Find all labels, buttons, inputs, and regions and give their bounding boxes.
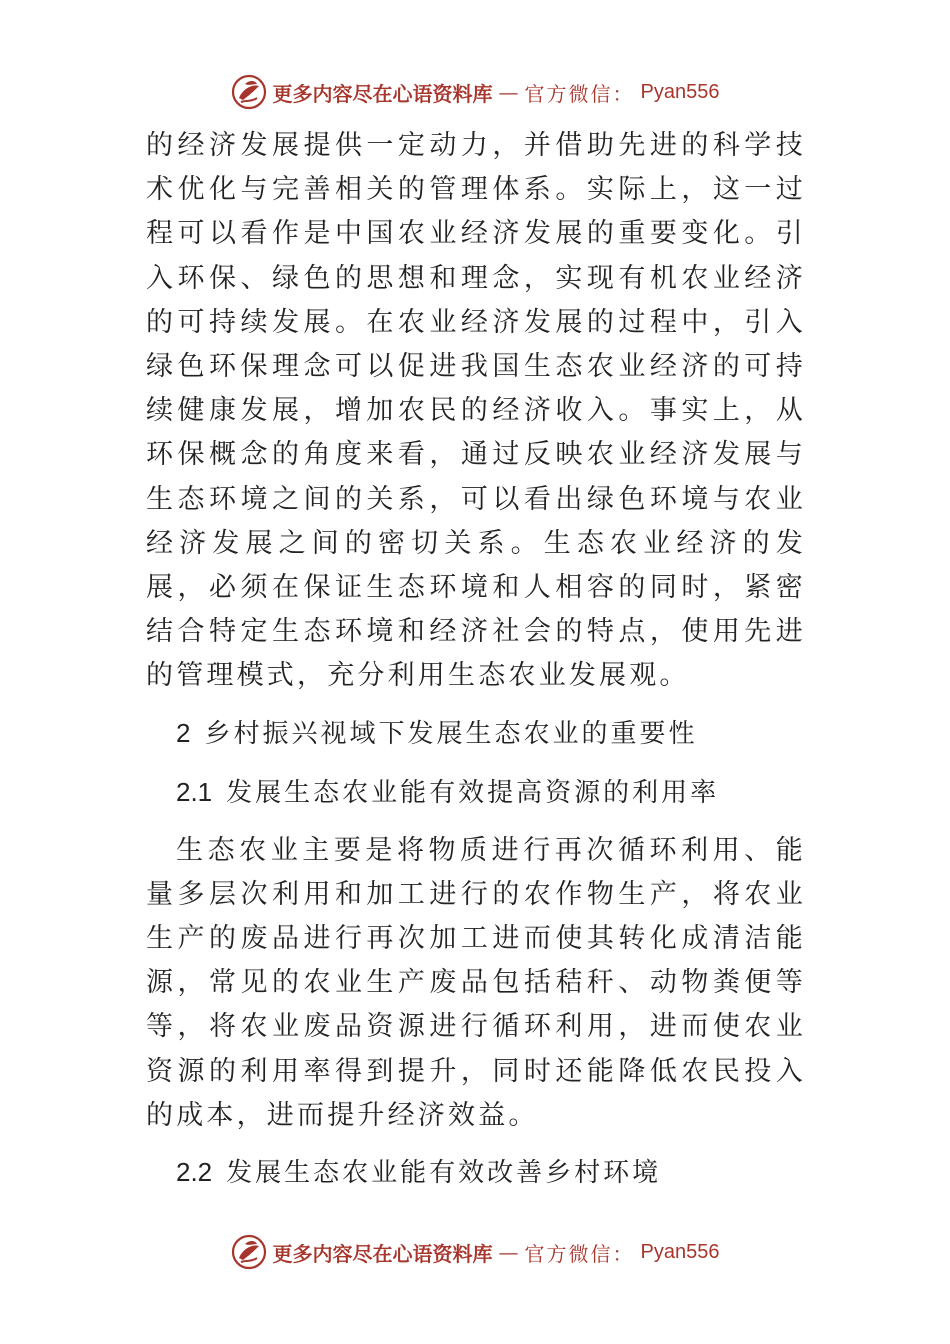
section-title: 发展生态农业能有效提高资源的利用率 bbox=[226, 777, 720, 808]
section-number: 2.2 bbox=[176, 1157, 213, 1188]
watermark-lead-text: 更多内容尽在心语资料库 bbox=[272, 81, 493, 106]
watermark-wechat-label: 官方微信： bbox=[524, 1241, 635, 1266]
watermark-lead-text: 更多内容尽在心语资料库 bbox=[272, 1241, 493, 1266]
watermark-wechat-id: Pyan556 bbox=[640, 80, 720, 103]
section-title: 乡村振兴视域下发展生态农业的重要性 bbox=[204, 718, 698, 749]
header-watermark bbox=[0, 72, 950, 112]
rose-logo-icon bbox=[231, 74, 267, 110]
section-heading-2-1 bbox=[146, 770, 806, 815]
watermark-separator: — bbox=[498, 1240, 519, 1264]
footer-watermark bbox=[0, 1232, 950, 1272]
body-paragraph-2: 生态农业主要是将物质进行再次循环利用、能量多层次利用和加工进行的农作物生产，将农业生产的废品进行再次加工进而使其转化成清洁能源，常见的农业生产废品包括秸秆、动物粪便等等，将农业废品资源进行循环利用，进而使农业资源的利用率得到提升，同时还能降低农民投入的成本，进而提升经济效益。 bbox=[146, 834, 806, 1131]
section-heading-2 bbox=[146, 711, 806, 756]
section-heading-2-2 bbox=[146, 1150, 806, 1195]
document-body bbox=[146, 124, 806, 1195]
rose-logo-icon bbox=[231, 1234, 267, 1270]
watermark-wechat-id: Pyan556 bbox=[640, 1240, 720, 1263]
section-number: 2 bbox=[176, 717, 191, 748]
watermark-wechat-label: 官方微信： bbox=[524, 81, 635, 106]
watermark-separator: — bbox=[498, 80, 519, 104]
section-number: 2.1 bbox=[176, 776, 213, 807]
body-paragraph-1: 的经济发展提供一定动力，并借助先进的科学技术优化与完善相关的管理体系。实际上，这一过程可以看作是中国农业经济发展的重要变化。引入环保、绿色的思想和理念，实现有机农业经济的可持续发展。在农业经济发展的过程中，引入绿色环保理念可以促进我国生态农业经济的可持续健康发展，增加农民的经济收入。事实上，从环保概念的角度来看，通过反映农业经济发展与生态环境之间的关系，可以看出绿色环境与农业经济发展之间的密切关系。生态农业经济的发展，必须在保证生态环境和人相容的同时，紧密结合特定生态环境和经济社会的特点，使用先进的管理模式，充分利用生态农业发展观。 bbox=[146, 130, 806, 692]
section-title: 发展生态农业能有效改善乡村环境 bbox=[226, 1158, 662, 1189]
